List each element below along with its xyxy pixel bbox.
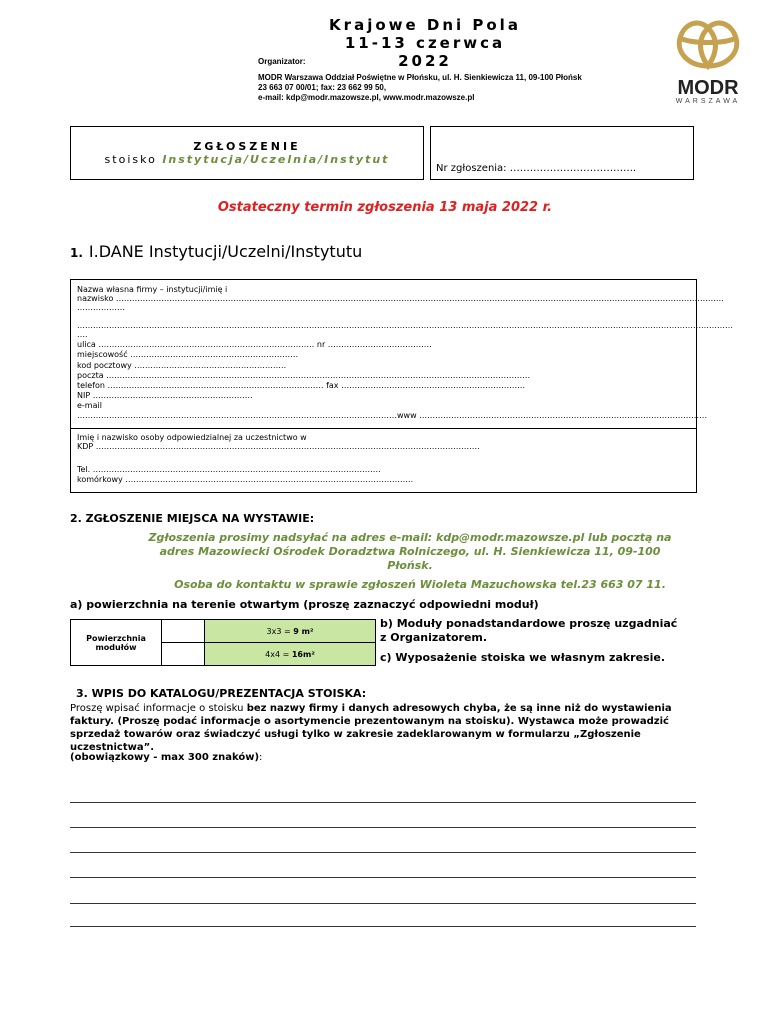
zgloszenie-sub-prefix: stoisko [104, 153, 157, 166]
note-c: c) Wyposażenie stoiska we własnym zakresie. [380, 651, 666, 664]
form-line-post[interactable]: poczta …………………………………………………………………………………………………………………………………………… [77, 371, 531, 380]
deadline-text: Ostateczny termin zgłoszenia 13 maja 2022 r. [217, 200, 553, 215]
note-b [380, 617, 677, 645]
form-line-email-www[interactable]: …………………………………………………………………………………………………………www ……………………………………………………………………………………………… [77, 411, 708, 420]
form-line[interactable]: ……………… [77, 303, 125, 312]
section1-heading [70, 242, 362, 261]
submission-info [120, 531, 700, 573]
form-line[interactable]: …. [77, 330, 88, 339]
section3-note [70, 752, 262, 763]
modr-logo [668, 8, 748, 108]
module-3x3 [205, 620, 376, 643]
catalog-entry-line[interactable] [70, 802, 696, 803]
form-line-mobile[interactable]: komórkowy ……………………………………………………………………………………………… [77, 475, 414, 484]
note-b-line-2: z Organizatorem. [380, 631, 488, 644]
section2-title: 2. ZGŁOSZENIE MIEJSCA NA WYSTAWIE: [70, 512, 315, 525]
organizer-phone: 23 663 07 00/01; fax: 23 662 99 50, [258, 83, 387, 92]
form-line-postcode[interactable]: kod pocztowy ………………………………………………… [77, 361, 287, 370]
institution-data-form[interactable] [70, 279, 733, 493]
organizer-info [258, 73, 582, 103]
logo-subtext: WARSZAWA [675, 98, 741, 105]
note-b-line-1: b) Moduły ponadstandardowe proszę uzgadniać [380, 617, 678, 630]
section3-text-normal: Proszę wpisać informacje o stoisku [70, 703, 247, 714]
module-label-cell [71, 620, 162, 666]
document-title [320, 16, 530, 70]
organizer-label: Organizator: [258, 57, 306, 66]
logo-text: MODR [677, 77, 739, 99]
module-3x3-area: 9 m² [293, 626, 314, 636]
module-checkbox-3x3[interactable] [162, 620, 205, 643]
logo-knot-icon [668, 8, 748, 74]
zgloszenie-title: ZGŁOSZENIE [193, 140, 301, 153]
form-line-kdp[interactable]: KDP ……………………………………………………………………………………………………………………………… [77, 442, 480, 451]
organizer-email: e-mail: kdp@modr.mazowsze.pl, www.modr.mazowsze.pl [258, 93, 475, 102]
module-checkbox-4x4[interactable] [162, 643, 205, 666]
form-line[interactable]: ………………………………………………………………………………………………………………………………………………………………………………………………………………………… [77, 321, 733, 330]
title-line-2: 11-13 czerwca 2022 [344, 34, 506, 70]
submission-line-1: Zgłoszenia prosimy nadsyłać na adres e-mail: kdp@modr.mazowsze.pl lub pocztą na [148, 531, 672, 544]
section1-title: I.DANE Instytucji/Uczelni/Instytutu [88, 242, 363, 261]
section1-number: 1. [70, 246, 83, 260]
zgloszenie-subtitle [71, 153, 423, 166]
catalog-entry-line[interactable] [70, 852, 696, 853]
catalog-entry-line[interactable] [70, 903, 696, 904]
organizer-address: MODR Warszawa Oddział Poświętne w Płońsku, ul. H. Sienkiewicza 11, 09-100 Płońsk [258, 73, 582, 82]
form-line-nip[interactable]: NIP …………………………………………………… [77, 391, 253, 400]
section3-text-bold: bez nazwy firmy i danych adresowych chyba, że są inne niż do wystawienia faktury. (Proszę podać informacje o asortymencie prezentowanym na stoisku). Wystawca może prowadzić sprzedaż towarów oraz świadczyć usługi tylko w zakresie zadeklarowanym w formularzu „Zgłoszenie uczestnictwa”. [70, 703, 672, 753]
section3-title: 3. WPIS DO KATALOGU/PREZENTACJA STOISKA: [76, 687, 367, 700]
zgloszenie-box [70, 126, 424, 180]
section3-instructions [70, 702, 700, 754]
section3-note-rest: : [259, 752, 263, 763]
submission-line-2: adres Mazowiecki Ośrodek Doradztwa Rolniczego, ul. H. Sienkiewicza 11, 09-100 [159, 545, 661, 558]
module-4x4-size: 4x4 = [265, 649, 292, 659]
form-line: Nazwa własna firmy – instytucji/imię i [77, 285, 228, 294]
catalog-entry-line[interactable] [70, 827, 696, 828]
module-4x4 [205, 643, 376, 666]
module-table [70, 619, 376, 666]
title-line-1: Krajowe Dni Pola [329, 16, 521, 34]
form-line[interactable]: nazwisko ………………………………………………………………………………………………………………………………………………………………………………………………………… [77, 294, 724, 303]
submission-line-3: Płońsk. [387, 559, 433, 572]
section3-note-bold: (obowiązkowy - max 300 znaków) [70, 752, 260, 763]
module-label-line-2: modułów [95, 642, 137, 652]
zgloszenie-sub-green: Instytucja/Uczelnia/Instytut [162, 153, 390, 166]
module-3x3-size: 3x3 = [266, 626, 294, 636]
catalog-entry-line[interactable] [70, 877, 696, 878]
form-line-responsible: Imię i nazwisko osoby odpowiedzialnej za uczestnictwo w [77, 433, 307, 442]
form-line-tel[interactable]: Tel. ……………………………………………………………………………………………… [77, 465, 381, 474]
nr-zgloszenia-label: Nr zgłoszenia: ……………………………….. [436, 163, 637, 174]
open-area-heading: a) powierzchnia na terenie otwartym (proszę zaznaczyć odpowiedni moduł) [70, 598, 539, 611]
module-label-line-1: Powierzchnia [86, 633, 146, 643]
form-divider [71, 428, 696, 429]
catalog-entry-line[interactable] [70, 926, 696, 927]
form-line-street[interactable]: ulica ……………………………………………………………………… nr ………………………………… [77, 340, 432, 349]
form-line-phone-fax[interactable]: telefon ……………………………………………………………………… fax …………………………………………………………… [77, 381, 526, 390]
form-line-email-label: e-mail [77, 401, 102, 410]
nr-zgloszenia-box[interactable] [430, 126, 694, 180]
form-line-city[interactable]: miejscowość ……………………………………………………… [77, 350, 299, 359]
module-4x4-area: 16m² [291, 649, 315, 659]
contact-person: Osoba do kontaktu w sprawie zgłoszeń Wioleta Mazuchowska tel.23 663 07 11. [174, 578, 666, 591]
